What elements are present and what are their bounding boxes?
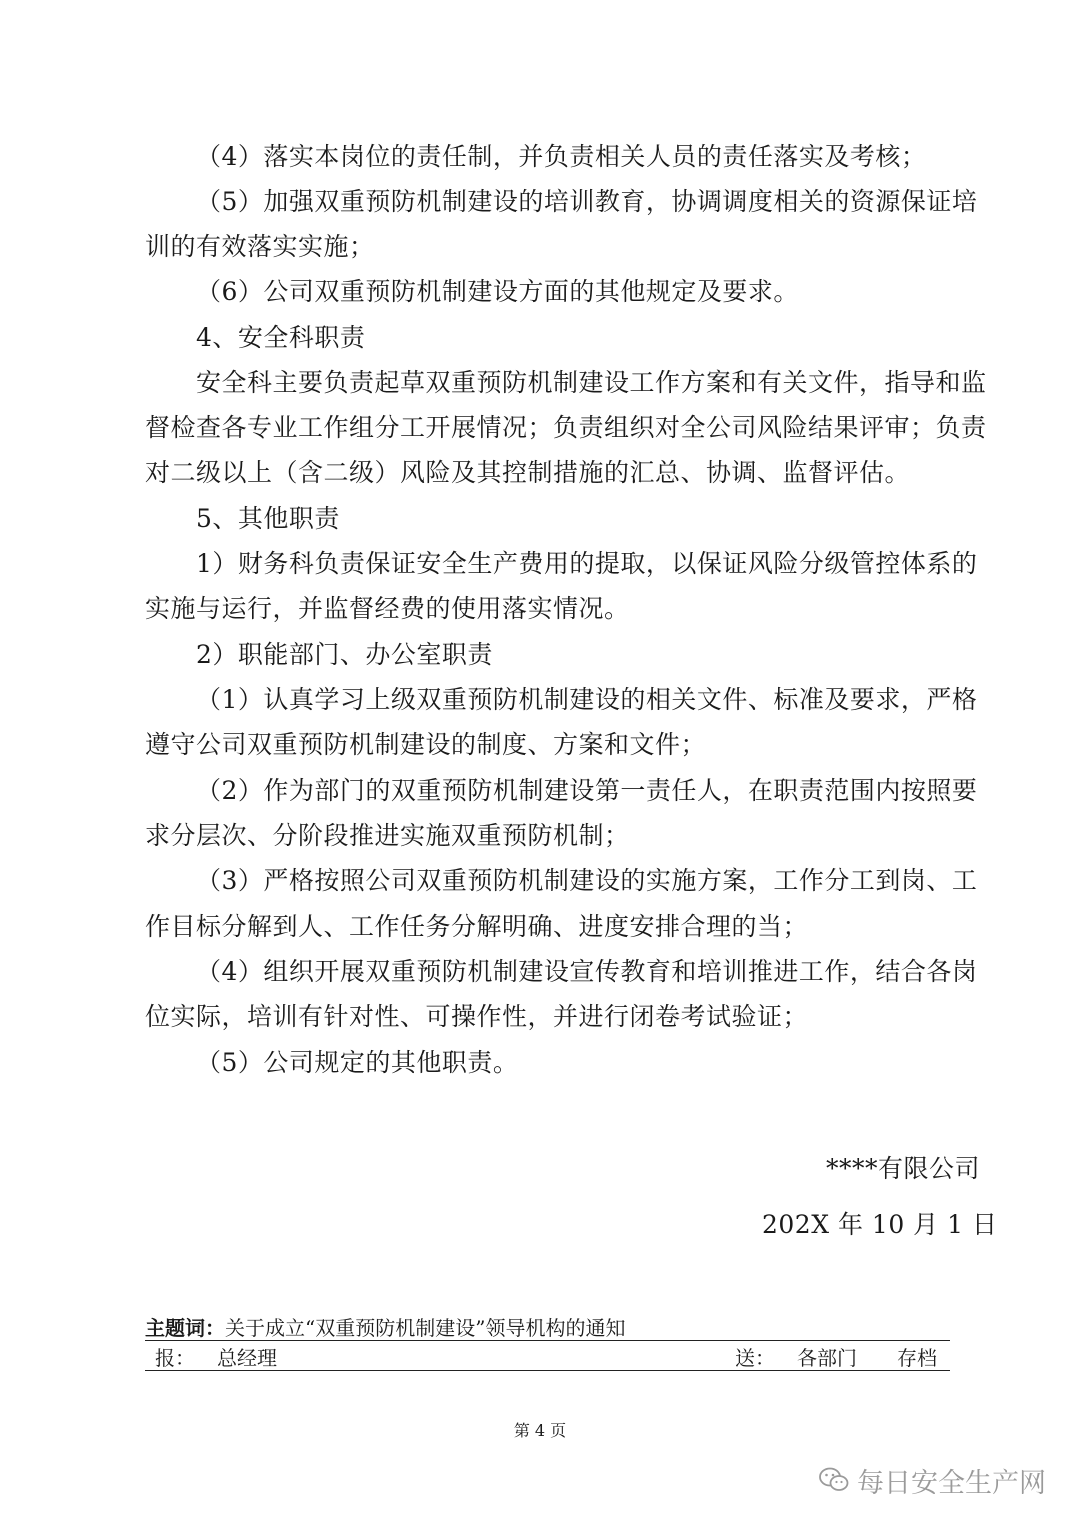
send-recipient: 各部门 xyxy=(797,1346,857,1370)
page-number: 第 4 页 xyxy=(513,1421,567,1440)
body-line-14: 遵守公司双重预防机制建设的制度、方案和文件； xyxy=(145,730,707,759)
signature-date: 202X 年 10 月 1 日 xyxy=(762,1210,998,1239)
body-line-11: 实施与运行，并监督经费的使用落实情况。 xyxy=(145,594,630,623)
body-line-18: 作目标分解到人、工作任务分解明确、进度安排合理的当； xyxy=(145,912,809,941)
watermark-text: 每日安全生产网 xyxy=(857,1467,1046,1499)
send-to xyxy=(735,1342,937,1371)
body-line-20: 位实际，培训有针对性、可操作性，并进行闭卷考试验证； xyxy=(145,1002,809,1031)
body-line-7: 督检查各专业工作组分工开展情况；负责组织对全公司风险结果评审；负责 xyxy=(145,413,987,442)
archive-label: 存档 xyxy=(897,1346,937,1370)
report-label: 报： xyxy=(155,1346,195,1370)
subject-line xyxy=(145,1312,950,1341)
section-heading-5: 5、其他职责 xyxy=(196,504,340,533)
body-line-12: 2）职能部门、办公室职责 xyxy=(196,640,493,669)
distribution-line xyxy=(145,1342,950,1371)
body-line-10: 1）财务科负责保证安全生产费用的提取，以保证风险分级管控体系的 xyxy=(196,549,978,578)
body-line-8: 对二级以上（含二级）风险及其控制措施的汇总、协调、监督评估。 xyxy=(145,458,911,487)
body-line-17: （3）严格按照公司双重预防机制建设的实施方案，工作分工到岗、工 xyxy=(196,866,978,895)
wechat-icon xyxy=(819,1467,849,1493)
body-line-6: 安全科主要负责起草双重预防机制建设工作方案和有关文件，指导和监 xyxy=(196,368,987,397)
body-line-3: 训的有效落实实施； xyxy=(145,232,375,261)
report-recipient: 总经理 xyxy=(217,1346,277,1370)
subject-text: 关于成立“双重预防机制建设”领导机构的通知 xyxy=(225,1316,626,1340)
watermark xyxy=(819,1460,1046,1500)
signature-company: ****有限公司 xyxy=(826,1154,981,1183)
send-label: 送： xyxy=(735,1346,775,1370)
body-line-21: （5）公司规定的其他职责。 xyxy=(196,1048,519,1077)
body-line-4: （6）公司双重预防机制建设方面的其他规定及要求。 xyxy=(196,277,799,306)
report-to xyxy=(155,1342,277,1371)
body-line-15: （2）作为部门的双重预防机制建设第一责任人，在职责范围内按照要 xyxy=(196,776,978,805)
section-heading-4: 4、安全科职责 xyxy=(196,323,366,352)
body-line-2: （5）加强双重预防机制建设的培训教育，协调调度相关的资源保证培 xyxy=(196,187,978,216)
body-line-19: （4）组织开展双重预防机制建设宣传教育和培训推进工作，结合各岗 xyxy=(196,957,978,986)
body-line-13: （1）认真学习上级双重预防机制建设的相关文件、标准及要求，严格 xyxy=(196,685,978,714)
body-line-16: 求分层次、分阶段推进实施双重预防机制； xyxy=(145,821,630,850)
body-line-1: （4）落实本岗位的责任制，并负责相关人员的责任落实及考核； xyxy=(196,142,927,171)
subject-label: 主题词： xyxy=(145,1316,225,1340)
